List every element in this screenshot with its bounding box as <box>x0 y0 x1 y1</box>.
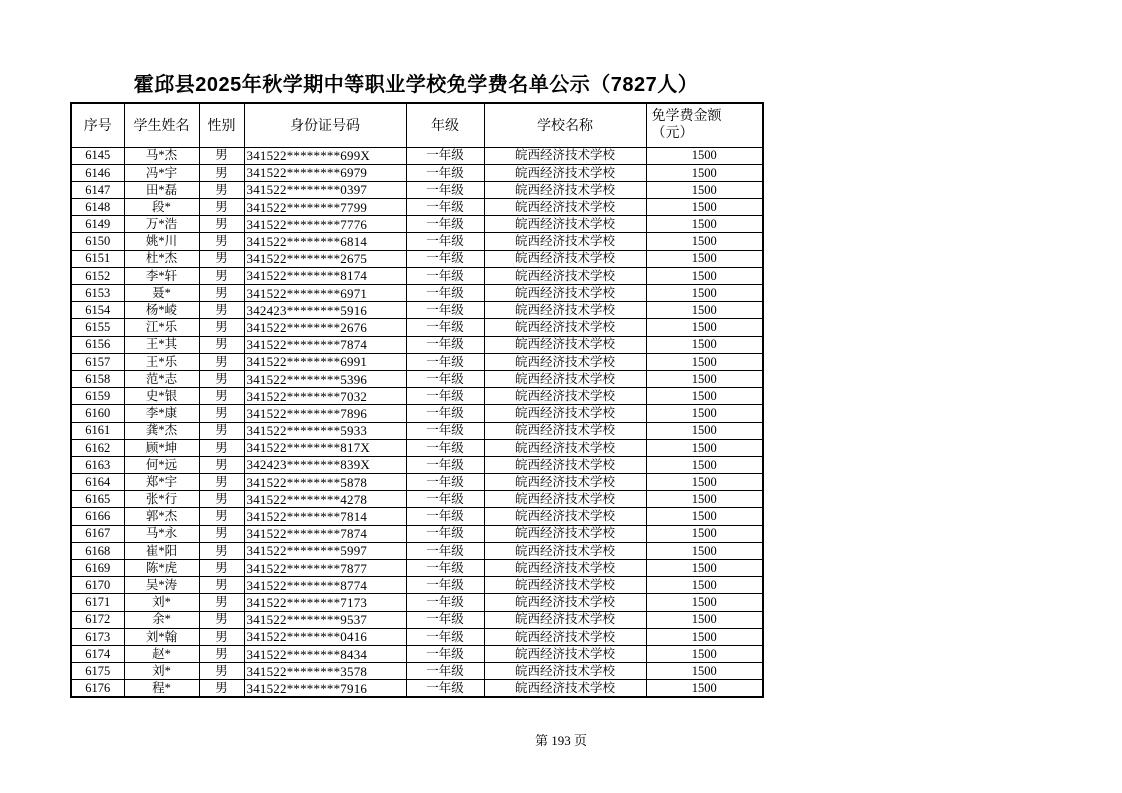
table-row <box>71 525 763 542</box>
table-cell: 1500 <box>646 594 763 611</box>
table-cell: 一年级 <box>406 525 484 542</box>
table-cell: 342423********839X <box>244 456 406 473</box>
table-cell: 男 <box>199 302 244 319</box>
table-cell: 一年级 <box>406 474 484 491</box>
table-cell: 341522********817X <box>244 439 406 456</box>
table-cell: 男 <box>199 680 244 697</box>
table-cell: 马*杰 <box>124 147 199 164</box>
table-row <box>71 216 763 233</box>
table-cell: 男 <box>199 663 244 680</box>
table-cell: 341522********6979 <box>244 164 406 181</box>
table-cell: 一年级 <box>406 302 484 319</box>
table-cell: 男 <box>199 577 244 594</box>
table-cell: 6149 <box>71 216 124 233</box>
table-cell: 1500 <box>646 645 763 662</box>
table-cell: 男 <box>199 199 244 216</box>
table-cell: 皖西经济技术学校 <box>484 199 646 216</box>
table-cell: 史*银 <box>124 388 199 405</box>
table-cell: 6151 <box>71 250 124 267</box>
table-cell: 皖西经济技术学校 <box>484 560 646 577</box>
table-cell: 341522********0416 <box>244 628 406 645</box>
table-cell: 皖西经济技术学校 <box>484 285 646 302</box>
table-cell: 6161 <box>71 422 124 439</box>
table-cell: 李*轩 <box>124 267 199 284</box>
table-row <box>71 147 763 164</box>
table-cell: 1500 <box>646 285 763 302</box>
table-cell: 一年级 <box>406 663 484 680</box>
table-cell: 赵* <box>124 645 199 662</box>
table-cell: 341522********6971 <box>244 285 406 302</box>
table-cell: 男 <box>199 611 244 628</box>
table-cell: 1500 <box>646 267 763 284</box>
table-cell: 6172 <box>71 611 124 628</box>
table-cell: 一年级 <box>406 405 484 422</box>
table-row <box>71 353 763 370</box>
table-cell: 男 <box>199 233 244 250</box>
table-cell: 男 <box>199 542 244 559</box>
table-row <box>71 405 763 422</box>
table-cell: 一年级 <box>406 181 484 198</box>
table-cell: 皖西经济技术学校 <box>484 147 646 164</box>
table-cell: 一年级 <box>406 353 484 370</box>
table-cell: 一年级 <box>406 216 484 233</box>
table-cell: 341522********5396 <box>244 370 406 387</box>
table-cell: 何*远 <box>124 456 199 473</box>
table-cell: 1500 <box>646 525 763 542</box>
table-cell: 男 <box>199 370 244 387</box>
table-row <box>71 491 763 508</box>
table-cell: 余* <box>124 611 199 628</box>
table-cell: 341522********6991 <box>244 353 406 370</box>
table-cell: 一年级 <box>406 611 484 628</box>
table-cell: 皖西经济技术学校 <box>484 353 646 370</box>
table-cell: 341522********4278 <box>244 491 406 508</box>
table-cell: 一年级 <box>406 628 484 645</box>
table-row <box>71 611 763 628</box>
table-cell: 一年级 <box>406 560 484 577</box>
header-school-name: 学校名称 <box>484 103 646 147</box>
table-cell: 6152 <box>71 267 124 284</box>
table-cell: 1500 <box>646 663 763 680</box>
table-cell: 6171 <box>71 594 124 611</box>
table-cell: 一年级 <box>406 491 484 508</box>
table-cell: 一年级 <box>406 233 484 250</box>
table-row <box>71 439 763 456</box>
table-cell: 马*永 <box>124 525 199 542</box>
table-cell: 6176 <box>71 680 124 697</box>
table-row <box>71 508 763 525</box>
table-row <box>71 542 763 559</box>
table-cell: 一年级 <box>406 267 484 284</box>
table-cell: 男 <box>199 456 244 473</box>
table-cell: 6155 <box>71 319 124 336</box>
table-cell: 6163 <box>71 456 124 473</box>
table-cell: 冯*宇 <box>124 164 199 181</box>
table-cell: 341522********8774 <box>244 577 406 594</box>
header-id-number: 身份证号码 <box>244 103 406 147</box>
table-cell: 皖西经济技术学校 <box>484 577 646 594</box>
table-cell: 一年级 <box>406 319 484 336</box>
table-cell: 341522********7877 <box>244 560 406 577</box>
header-exemption-amount-line2: （元） <box>651 126 694 142</box>
table-cell: 田*磊 <box>124 181 199 198</box>
table-cell: 一年级 <box>406 285 484 302</box>
table-cell: 341522********7916 <box>244 680 406 697</box>
table-cell: 1500 <box>646 628 763 645</box>
table-cell: 6153 <box>71 285 124 302</box>
table-cell: 王*乐 <box>124 353 199 370</box>
table-cell: 皖西经济技术学校 <box>484 250 646 267</box>
table-cell: 1500 <box>646 353 763 370</box>
table-cell: 皖西经济技术学校 <box>484 388 646 405</box>
table-cell: 皖西经济技术学校 <box>484 663 646 680</box>
table-cell: 6169 <box>71 560 124 577</box>
table-cell: 1500 <box>646 147 763 164</box>
table-cell: 一年级 <box>406 645 484 662</box>
table-cell: 皖西经济技术学校 <box>484 319 646 336</box>
table-cell: 1500 <box>646 388 763 405</box>
table-cell: 1500 <box>646 216 763 233</box>
table-cell: 6173 <box>71 628 124 645</box>
header-gender: 性别 <box>199 103 244 147</box>
table-cell: 341522********6814 <box>244 233 406 250</box>
table-row <box>71 267 763 284</box>
header-serial: 序号 <box>71 103 124 147</box>
table-row <box>71 663 763 680</box>
table-row <box>71 628 763 645</box>
table-cell: 杜*杰 <box>124 250 199 267</box>
table-cell: 男 <box>199 439 244 456</box>
table-cell: 杨*崚 <box>124 302 199 319</box>
table-cell: 341522********7874 <box>244 336 406 353</box>
table-cell: 341522********2675 <box>244 250 406 267</box>
table-cell: 6175 <box>71 663 124 680</box>
table-cell: 1500 <box>646 233 763 250</box>
table-row <box>71 302 763 319</box>
table-cell: 一年级 <box>406 577 484 594</box>
table-row <box>71 370 763 387</box>
table-cell: 341522********7874 <box>244 525 406 542</box>
table-row <box>71 199 763 216</box>
table-row <box>71 181 763 198</box>
table-cell: 341522********2676 <box>244 319 406 336</box>
table-row <box>71 594 763 611</box>
table-header <box>71 103 763 147</box>
table-cell: 6145 <box>71 147 124 164</box>
table-cell: 男 <box>199 508 244 525</box>
table-row <box>71 336 763 353</box>
table-cell: 6156 <box>71 336 124 353</box>
header-grade: 年级 <box>406 103 484 147</box>
page-title: 霍邱县2025年秋学期中等职业学校免学费名单公示（7827人） <box>133 74 699 96</box>
table-row <box>71 645 763 662</box>
table-cell: 1500 <box>646 302 763 319</box>
table-cell: 6146 <box>71 164 124 181</box>
table-cell: 皖西经济技术学校 <box>484 628 646 645</box>
table-cell: 男 <box>199 285 244 302</box>
table-cell: 程* <box>124 680 199 697</box>
table-cell: 江*乐 <box>124 319 199 336</box>
table-cell: 一年级 <box>406 147 484 164</box>
table-cell: 6154 <box>71 302 124 319</box>
header-student-name: 学生姓名 <box>124 103 199 147</box>
table-cell: 一年级 <box>406 199 484 216</box>
table-cell: 皖西经济技术学校 <box>484 405 646 422</box>
table-cell: 341522********7173 <box>244 594 406 611</box>
table-cell: 6166 <box>71 508 124 525</box>
table-cell: 皖西经济技术学校 <box>484 680 646 697</box>
table-cell: 刘* <box>124 663 199 680</box>
table-cell: 一年级 <box>406 336 484 353</box>
table-cell: 341522********7814 <box>244 508 406 525</box>
table-cell: 一年级 <box>406 388 484 405</box>
table-cell: 341522********7799 <box>244 199 406 216</box>
table-cell: 男 <box>199 353 244 370</box>
table-cell: 6148 <box>71 199 124 216</box>
table-cell: 341522********9537 <box>244 611 406 628</box>
table-cell: 341522********8434 <box>244 645 406 662</box>
table-cell: 段* <box>124 199 199 216</box>
table-cell: 男 <box>199 319 244 336</box>
table-cell: 皖西经济技术学校 <box>484 525 646 542</box>
table-cell: 一年级 <box>406 422 484 439</box>
table-cell: 一年级 <box>406 508 484 525</box>
table-cell: 1500 <box>646 422 763 439</box>
table-cell: 341522********7896 <box>244 405 406 422</box>
table-cell: 男 <box>199 388 244 405</box>
table-cell: 郭*杰 <box>124 508 199 525</box>
table-row <box>71 388 763 405</box>
table-cell: 皖西经济技术学校 <box>484 422 646 439</box>
table-cell: 1500 <box>646 336 763 353</box>
table-cell: 男 <box>199 491 244 508</box>
table-cell: 龚*杰 <box>124 422 199 439</box>
table-cell: 一年级 <box>406 456 484 473</box>
table-cell: 6170 <box>71 577 124 594</box>
table-body <box>71 147 763 697</box>
table-row <box>71 577 763 594</box>
table-cell: 一年级 <box>406 250 484 267</box>
table-cell: 皖西经济技术学校 <box>484 181 646 198</box>
table-row <box>71 474 763 491</box>
table-cell: 男 <box>199 216 244 233</box>
table-cell: 顾*坤 <box>124 439 199 456</box>
table-cell: 1500 <box>646 508 763 525</box>
table-row <box>71 250 763 267</box>
table-cell: 一年级 <box>406 164 484 181</box>
table-cell: 皖西经济技术学校 <box>484 336 646 353</box>
table-cell: 341522********7032 <box>244 388 406 405</box>
table-cell: 341522********7776 <box>244 216 406 233</box>
table-cell: 男 <box>199 422 244 439</box>
table-cell: 1500 <box>646 250 763 267</box>
table-cell: 6159 <box>71 388 124 405</box>
table-cell: 341522********699X <box>244 147 406 164</box>
table-cell: 吴*涛 <box>124 577 199 594</box>
table-cell: 一年级 <box>406 594 484 611</box>
table-row <box>71 319 763 336</box>
table-cell: 1500 <box>646 680 763 697</box>
table-cell: 341522********8174 <box>244 267 406 284</box>
table-row <box>71 285 763 302</box>
table-cell: 6167 <box>71 525 124 542</box>
table-cell: 万*浩 <box>124 216 199 233</box>
table-cell: 6160 <box>71 405 124 422</box>
table-cell: 6168 <box>71 542 124 559</box>
table-row <box>71 456 763 473</box>
table-cell: 男 <box>199 147 244 164</box>
table-cell: 一年级 <box>406 680 484 697</box>
table-cell: 1500 <box>646 474 763 491</box>
table-cell: 341522********5878 <box>244 474 406 491</box>
table-cell: 男 <box>199 560 244 577</box>
table-cell: 6174 <box>71 645 124 662</box>
table-cell: 男 <box>199 405 244 422</box>
table-cell: 范*志 <box>124 370 199 387</box>
table-cell: 1500 <box>646 491 763 508</box>
table-cell: 6162 <box>71 439 124 456</box>
table-row <box>71 680 763 697</box>
table-cell: 李*康 <box>124 405 199 422</box>
table-cell: 6150 <box>71 233 124 250</box>
table-cell: 1500 <box>646 542 763 559</box>
table-row <box>71 560 763 577</box>
table-cell: 张*行 <box>124 491 199 508</box>
page-number: 第 193 页 <box>534 733 587 748</box>
table-cell: 男 <box>199 250 244 267</box>
table-cell: 男 <box>199 628 244 645</box>
table-cell: 1500 <box>646 456 763 473</box>
table-cell: 皖西经济技术学校 <box>484 164 646 181</box>
table-cell: 1500 <box>646 560 763 577</box>
table-cell: 男 <box>199 267 244 284</box>
table-cell: 皖西经济技术学校 <box>484 216 646 233</box>
table-cell: 姚*川 <box>124 233 199 250</box>
table-cell: 皖西经济技术学校 <box>484 474 646 491</box>
table-cell: 刘*翰 <box>124 628 199 645</box>
exemption-table <box>70 102 764 698</box>
table-cell: 皖西经济技术学校 <box>484 542 646 559</box>
table-cell: 男 <box>199 336 244 353</box>
table-cell: 皖西经济技术学校 <box>484 439 646 456</box>
table-cell: 皖西经济技术学校 <box>484 233 646 250</box>
table-row <box>71 233 763 250</box>
table-cell: 341522********5997 <box>244 542 406 559</box>
table-cell: 男 <box>199 181 244 198</box>
table-cell: 皖西经济技术学校 <box>484 611 646 628</box>
table-cell: 皖西经济技术学校 <box>484 491 646 508</box>
table-cell: 1500 <box>646 577 763 594</box>
table-cell: 1500 <box>646 181 763 198</box>
table-cell: 皖西经济技术学校 <box>484 370 646 387</box>
table-cell: 一年级 <box>406 542 484 559</box>
table-row <box>71 422 763 439</box>
table-cell: 王*其 <box>124 336 199 353</box>
table-cell: 皖西经济技术学校 <box>484 594 646 611</box>
table-cell: 男 <box>199 645 244 662</box>
header-exemption-amount <box>646 103 763 147</box>
table-cell: 男 <box>199 594 244 611</box>
table-cell: 6158 <box>71 370 124 387</box>
table-cell: 聂* <box>124 285 199 302</box>
table-cell: 1500 <box>646 405 763 422</box>
table-cell: 1500 <box>646 370 763 387</box>
table-cell: 1500 <box>646 164 763 181</box>
table-cell: 刘* <box>124 594 199 611</box>
table-row <box>71 164 763 181</box>
table-cell: 皖西经济技术学校 <box>484 302 646 319</box>
table-cell: 陈*虎 <box>124 560 199 577</box>
table-cell: 男 <box>199 525 244 542</box>
table-cell: 男 <box>199 164 244 181</box>
table-cell: 341522********3578 <box>244 663 406 680</box>
header-exemption-amount-line1: 免学费金额 <box>651 108 722 124</box>
table-cell: 341522********0397 <box>244 181 406 198</box>
table-cell: 341522********5933 <box>244 422 406 439</box>
table-cell: 1500 <box>646 319 763 336</box>
table-cell: 男 <box>199 474 244 491</box>
table-cell: 皖西经济技术学校 <box>484 456 646 473</box>
table-cell: 342423********5916 <box>244 302 406 319</box>
table-cell: 1500 <box>646 439 763 456</box>
table-cell: 6157 <box>71 353 124 370</box>
table-cell: 皖西经济技术学校 <box>484 267 646 284</box>
table-cell: 1500 <box>646 199 763 216</box>
table-cell: 一年级 <box>406 370 484 387</box>
table-cell: 一年级 <box>406 439 484 456</box>
table-cell: 崔*阳 <box>124 542 199 559</box>
table-cell: 皖西经济技术学校 <box>484 508 646 525</box>
header-row <box>71 103 763 147</box>
table-cell: 6165 <box>71 491 124 508</box>
table-cell: 6164 <box>71 474 124 491</box>
table-cell: 皖西经济技术学校 <box>484 645 646 662</box>
table-cell: 6147 <box>71 181 124 198</box>
table-cell: 1500 <box>646 611 763 628</box>
table-cell: 郑*宇 <box>124 474 199 491</box>
